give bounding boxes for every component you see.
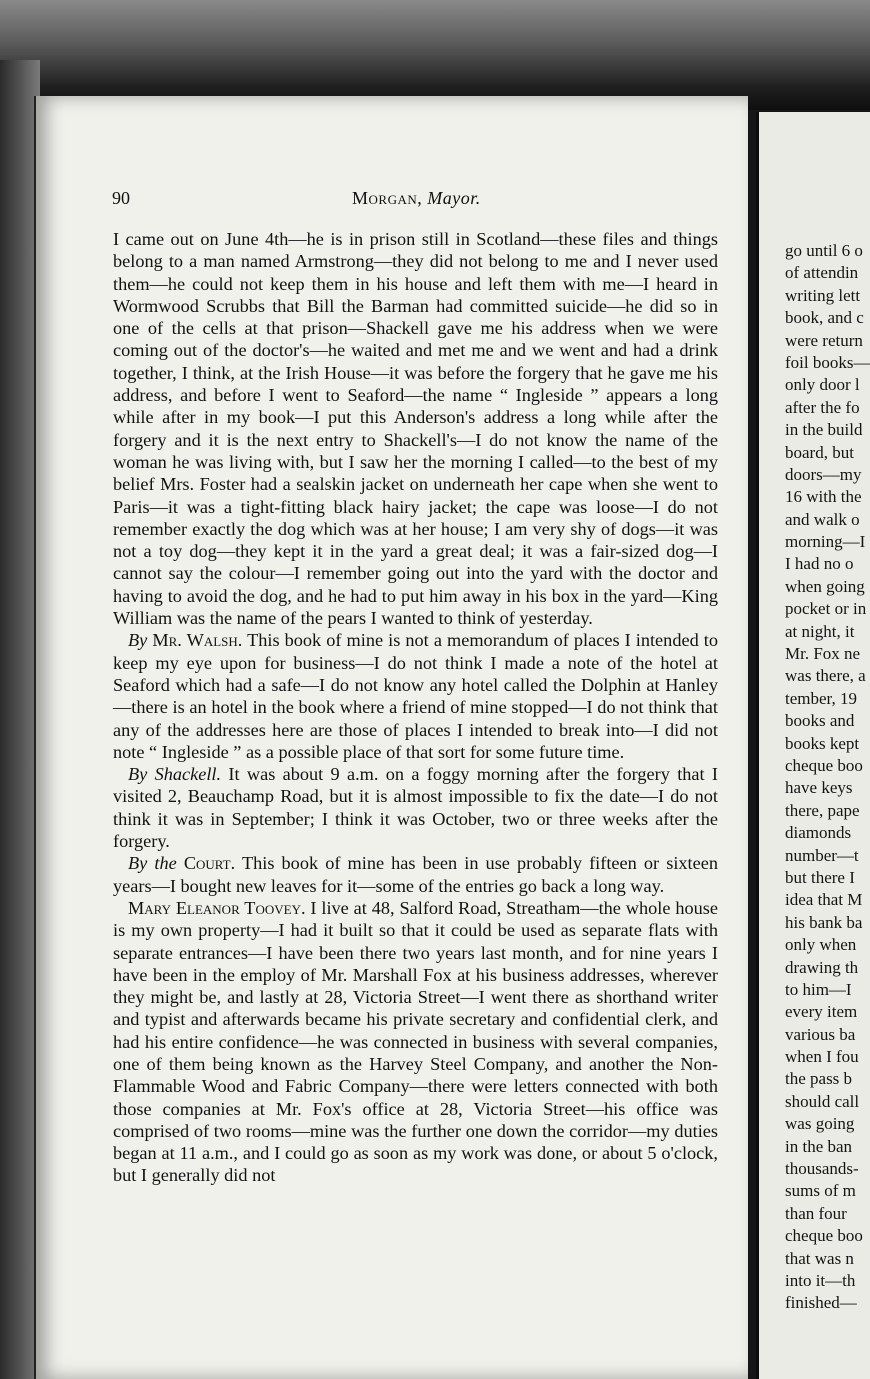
facing-page-line: sums of m [785,1181,856,1201]
facing-page-line: foil books— [785,352,870,372]
facing-page-line: morning—I [785,532,866,552]
examiner-prefix: By [128,630,148,651]
facing-page [756,112,870,1379]
facing-page-line: cheque boo [785,1226,863,1246]
facing-page-line: only door l [785,375,860,395]
facing-page-line: doors—my [785,464,862,484]
facing-page-line: into it—th [785,1270,856,1290]
facing-page-line: in the ban [785,1136,853,1156]
examiner-name: By Shackell. [128,764,222,785]
facing-page-line: every item [785,1002,858,1022]
paragraph-2-text: This book of mine is not a memorandum of places I intended to keep my eye upon for business—I do not think I made a note of the hotel at Seaford which had a safe—I do not know any hotel called the Dolphin at Hanley—there is an hotel in the book where a friend of mine stopped—I do not think that any of the addresses here are those of places I intended to break into—I did not note “ Ingleside ” as a possible place of that sort for some future time. [113,630,718,762]
paragraph-2 [113,629,718,763]
facing-page-line: pocket or in [785,599,867,619]
scan-background-top [0,0,870,110]
paragraph-5-text: I live at 48, Salford Road, Streatham—the whole house is my own property—I had it built so that it could be used as separate flats with separate entrances—I have been there two years last month, and for nine years I have been in the employ of Mr. Marshall Fox at his business addresses, wherever they might be, and lastly at 28, Victoria Street—I went there as shorthand writer and typist and afterwards became his private secretary and confidential clerk, and had his entire confidence—he was connected in business with several companies, one of them being known as the Harvey Steel Company, and another the Non-Flammable Wood and Fabric Company—there were letters connected with both those companies at Mr. Fox's office at 28, Victoria Street—his office was comprised of two rooms—mine was the further one down the corridor—my duties began at 11 a.m., and I could go as soon as my work was done, or about 5 o'clock, but I generally did not [113,897,718,1186]
facing-page-line: at night, it [785,621,855,641]
facing-page-line: cheque boo [785,755,863,775]
facing-page-line: his bank ba [785,912,863,932]
facing-page-line: 16 with the [785,487,862,507]
running-head [352,188,481,209]
paragraph-5 [113,897,718,1187]
facing-page-line: board, but [785,442,854,462]
running-head-name: Morgan, [352,188,423,208]
facing-page-line: to him—I [785,979,852,999]
examiner-name: Court. [183,853,236,874]
facing-page-line: diamonds [785,823,852,843]
facing-page-line: number—t [785,845,859,865]
examiner-name: Mr. Walsh. [152,630,243,651]
facing-page-line: book, and c [785,308,864,328]
facing-page-line: tember, 19 [785,688,858,708]
examiner-prefix: By the [128,853,177,874]
facing-page-line: go until 6 o [785,241,863,260]
facing-page-line: have keys [785,778,853,798]
facing-page-line: the pass b [785,1069,853,1089]
facing-page-line: when going [785,576,865,596]
paragraph-3 [113,763,718,852]
facing-page-line: than four [785,1203,847,1223]
witness-name: Mary Eleanor Toovey. [128,897,306,918]
facing-page-line: books kept [785,733,860,753]
facing-page-line: but there I [785,867,855,887]
facing-page-line: in the build [785,420,863,440]
paragraph-3-text: It was about 9 a.m. on a foggy morning after the forgery that I visited 2, Beauchamp Road, but it is almost impossible to fix the date—I do not think it was in September; I think it was October, two or three weeks after the forgery. [113,764,718,852]
body-text [113,228,718,1187]
paragraph-4 [113,852,718,897]
facing-page-line: when I fou [785,1047,859,1067]
facing-page-line: various ba [785,1024,856,1044]
facing-page-line: thousands- [785,1159,859,1179]
paragraph-4-text: This book of mine has been in use probably fifteen or sixteen years—I bought new leaves for it—some of the entries go back a long way. [113,853,718,896]
facing-page-line: were return [785,330,863,350]
facing-page-line: I had no o [785,554,854,574]
facing-page-line: was there, a [785,666,866,686]
facing-page-line: books and [785,711,855,731]
facing-page-line: of attendin [785,263,859,283]
facing-page-line: there, pape [785,800,860,820]
facing-page-line: should call [785,1091,860,1111]
facing-page-line: after the fo [785,397,860,417]
running-head-title: Mayor. [427,188,481,208]
facing-page-line: writing lett [785,285,861,305]
facing-page-line: idea that M [785,890,863,910]
facing-page-line: finished— [785,1293,857,1313]
facing-page-line: was going [785,1114,855,1134]
facing-page-line: drawing th [785,957,859,977]
facing-page-line: and walk o [785,509,860,529]
facing-page-line: only when [785,935,857,955]
paragraph-1: I came out on June 4th—he is in prison still in Scotland—these files and things belong to a man named Armstrong—they did not belong to me and I never used them—he could not keep them in his house and left them with me—I heard in Wormwood Scrubbs that Bill the Barman had committed suicide—he did so in one of the cells at that prison—Shackell gave me his address when we were coming out of the doctor's—he waited and met me and we went and had a drink together, I think, at the Irish House—it was before the forgery that he gave me his address, and before I went to Seaford—the name “ Ingleside ” appears a long while after in my book—I put this Anderson's address a long while after the forgery and it is the next entry to Shackell's—I do not know the name of the woman he was living with, but I saw her the morning I called—to the best of my belief Mrs. Foster had a sealskin jacket on underneath her cape when she went to Paris—it was a tight-fitting black hairy jacket; the cape was loose—I do not remember exactly the dog which was at her house; I am very shy of dogs—it was not a toy dog—they kept it in the yard a great deal; it was a fair-sized dog—I cannot say the colour—I remember going out into the yard with the doctor and having to avoid the dog, and he had to put him away in his box in the yard—King William was the name of the pears I wanted to think of yesterday. [113,229,718,629]
facing-page-line: Mr. Fox ne [785,644,861,664]
page-number: 90 [112,188,130,208]
facing-page-lines [785,240,870,1315]
facing-page-line: that was n [785,1248,854,1268]
